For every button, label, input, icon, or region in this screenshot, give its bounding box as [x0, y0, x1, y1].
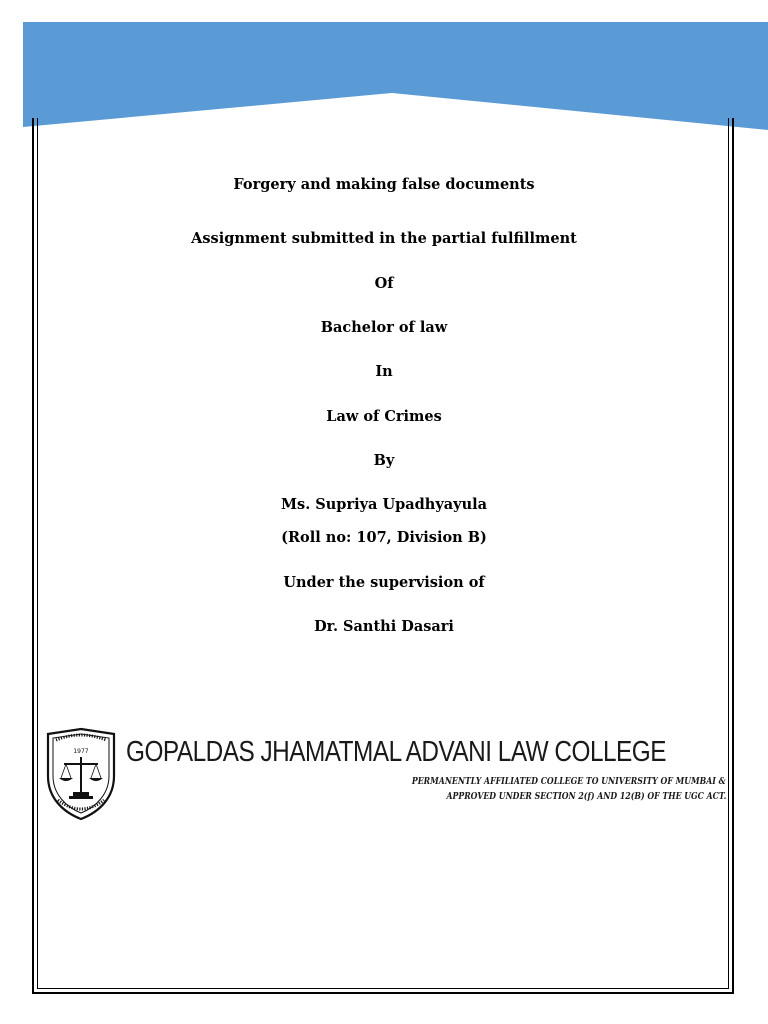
supervision-line: Under the supervision of — [283, 574, 485, 591]
supervisor-name: Dr. Santhi Dasari — [314, 618, 454, 635]
page-border-inner — [37, 118, 729, 989]
of-line: Of — [374, 275, 394, 292]
in-line: In — [375, 363, 393, 380]
college-seal-icon — [44, 726, 118, 822]
roll-number: (Roll no: 107, Division B) — [281, 529, 487, 546]
degree-line: Bachelor of law — [320, 319, 448, 336]
affiliation-line-2: APPROVED UNDER SECTION 2(f) AND 12(B) OF THE UGC ACT. — [446, 791, 726, 802]
seal-year: 1977 — [73, 748, 89, 755]
college-name: GOPALDAS JHAMATMAL ADVANI LAW COLLEGE — [126, 736, 666, 768]
affiliation-line-1: PERMANENTLY AFFILIATED COLLEGE TO UNIVERSITY OF MUMBAI & — [412, 776, 726, 787]
by-line: By — [373, 452, 395, 469]
author-name: Ms. Supriya Upadhyayula — [280, 496, 488, 513]
college-logo-banner — [40, 722, 730, 832]
document-title: Forgery and making false documents — [233, 176, 535, 193]
header-band-shape — [23, 22, 768, 130]
assignment-line: Assignment submitted in the partial fulfillment — [191, 230, 577, 247]
subject-line: Law of Crimes — [326, 408, 442, 425]
